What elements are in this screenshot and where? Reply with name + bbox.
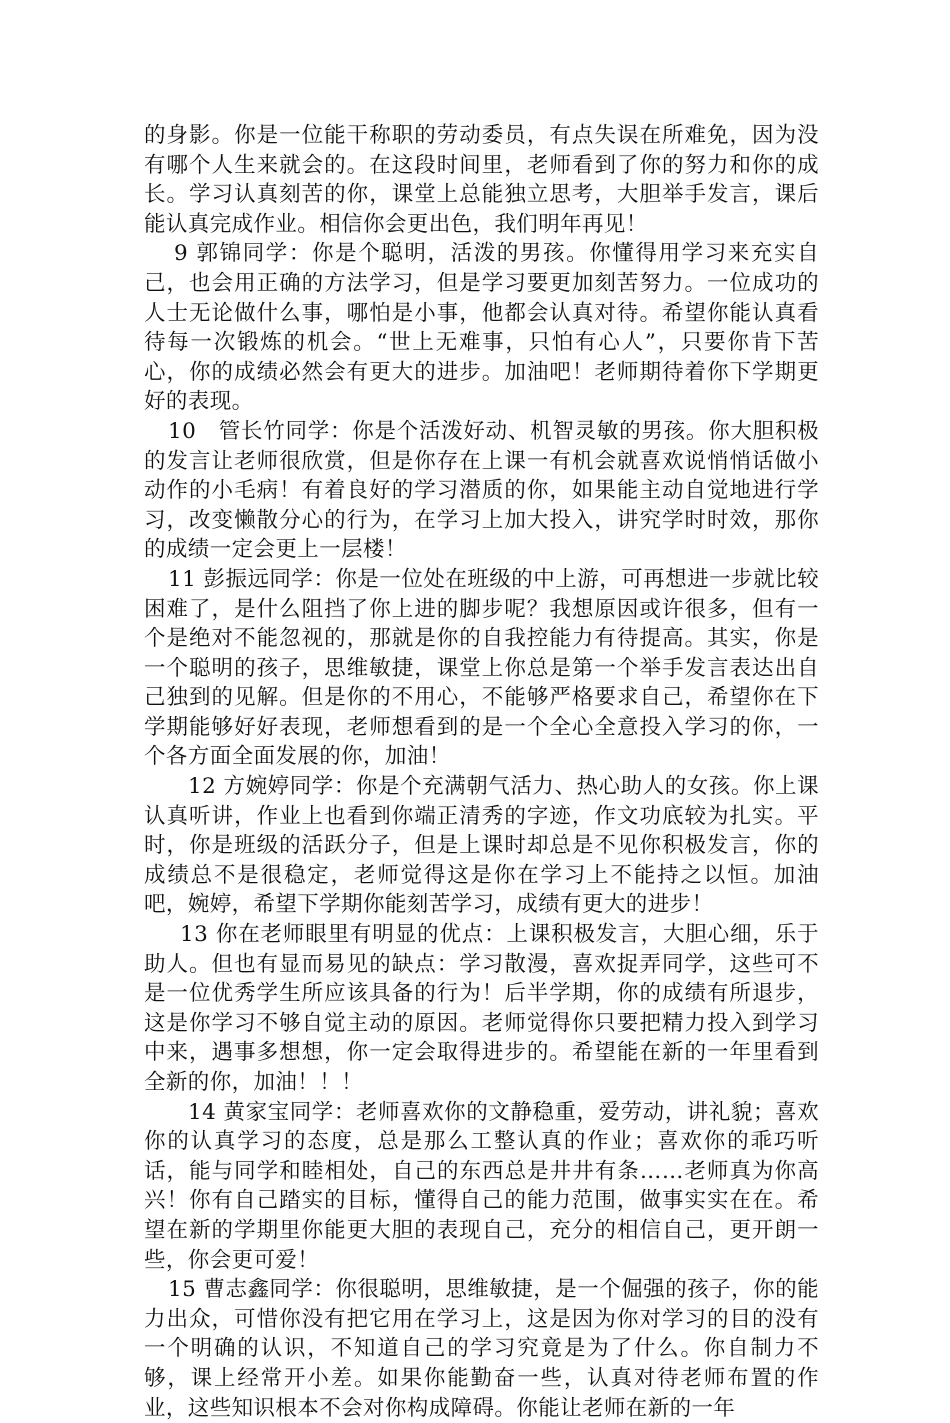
paragraph-comment-10: 10 管长竹同学：你是个活泼好动、机智灵敏的男孩。你大胆积极的发言让老师很欣赏，但是你存在上课一有机会就喜欢说悄悄话做小动作的小毛病！有着良好的学习潜质的你，如果能主动自觉地进行学习，改变懒散分心的行为，在学习上加大投入，讲究学时时效，那你的成绩一定会更上一层楼！: [144, 418, 819, 563]
paragraph-comment-12: 12 方婉婷同学：你是个充满朝气活力、热心助人的女孩。你上课认真听讲，作业上也看到你端正清秀的字迹，作文功底较为扎实。平时，你是班级的活跃分子，但是上课时却总是不见你积极发言，你的成绩总不是很稳定，老师觉得这是你在学习上不能持之以恒。加油吧，婉婷，希望下学期你能刻苦学习，成绩有更大的进步！: [144, 774, 819, 918]
document-body: [144, 121, 819, 1423]
paragraph-comment-15: 15 曹志鑫同学：你很聪明，思维敏捷，是一个倔强的孩子，你的能力出众，可惜你没有把它用在学习上，这是因为你对学习的目的没有一个明确的认识，不知道自己的学习究竟是为了什么。你自制力不够，课上经常开小差。如果你能勤奋一些，认真对待老师布置的作业，这些知识根本不会对你构成障碍。你能让老师在新的一年: [144, 1277, 819, 1421]
paragraph-comment-9: 9 郭锦同学：你是个聪明，活泼的男孩。你懂得用学习来充实自己，也会用正确的方法学习，但是学习要更加刻苦努力。一位成功的人士无论做什么事，哪怕是小事，他都会认真对待。希望你能认真看待每一次锻炼的机会。“世上无难事，只怕有心人”，只要你肯下苦心，你的成绩必然会有更大的进步。加油吧！老师期待着你下学期更好的表现。: [144, 241, 819, 415]
paragraph-comment-11: 11 彭振远同学：你是一位处在班级的中上游，可再想进一步就比较困难了，是什么阻挡了你上进的脚步呢？我想原因或许很多，但有一个是绝对不能忽视的，那就是你的自我控能力有待提高。其实，你是一个聪明的孩子，思维敏捷，课堂上你总是第一个举手发言表达出自己独到的见解。但是你的不用心，不能够严格要求自己，希望你在下学期能够好好表现，老师想看到的是一个全心全意投入学习的你，一个各方面全面发展的你，加油！: [144, 566, 819, 770]
paragraph-comment-14: 14 黄家宝同学：老师喜欢你的文静稳重，爱劳动，讲礼貌；喜欢你的认真学习的态度，总是那么工整认真的作业；喜欢你的乖巧听话，能与同学和睦相处，自己的东西总是井井有条……老师真为你高兴！你有自己踏实的目标，懂得自己的能力范围，做事实实在在。希望在新的学期里你能更大胆的表现自己，充分的相信自己，更开朗一些，你会更可爱！: [144, 1099, 819, 1273]
paragraph-comment-13: 13 你在老师眼里有明显的优点：上课积极发言，大胆心细，乐于助人。但也有显而易见的缺点：学习散漫，喜欢捉弄同学，这些可不是一位优秀学生所应该具备的行为！后半学期，你的成绩有所退步，这是你学习不够自觉主动的原因。老师觉得你只要把精力投入到学习中来，遇事多想想，你一定会取得进步的。希望能在新的一年里看到全新的你，加油！！！: [144, 922, 819, 1095]
paragraph-continuation: 的身影。你是一位能干称职的劳动委员，有点失误在所难免，因为没有哪个人生来就会的。在这段时间里，老师看到了你的努力和你的成长。学习认真刻苦的你，课堂上总能独立思考，大胆举手发言，课后能认真完成作业。相信你会更出色，我们明年再见！: [144, 123, 819, 237]
